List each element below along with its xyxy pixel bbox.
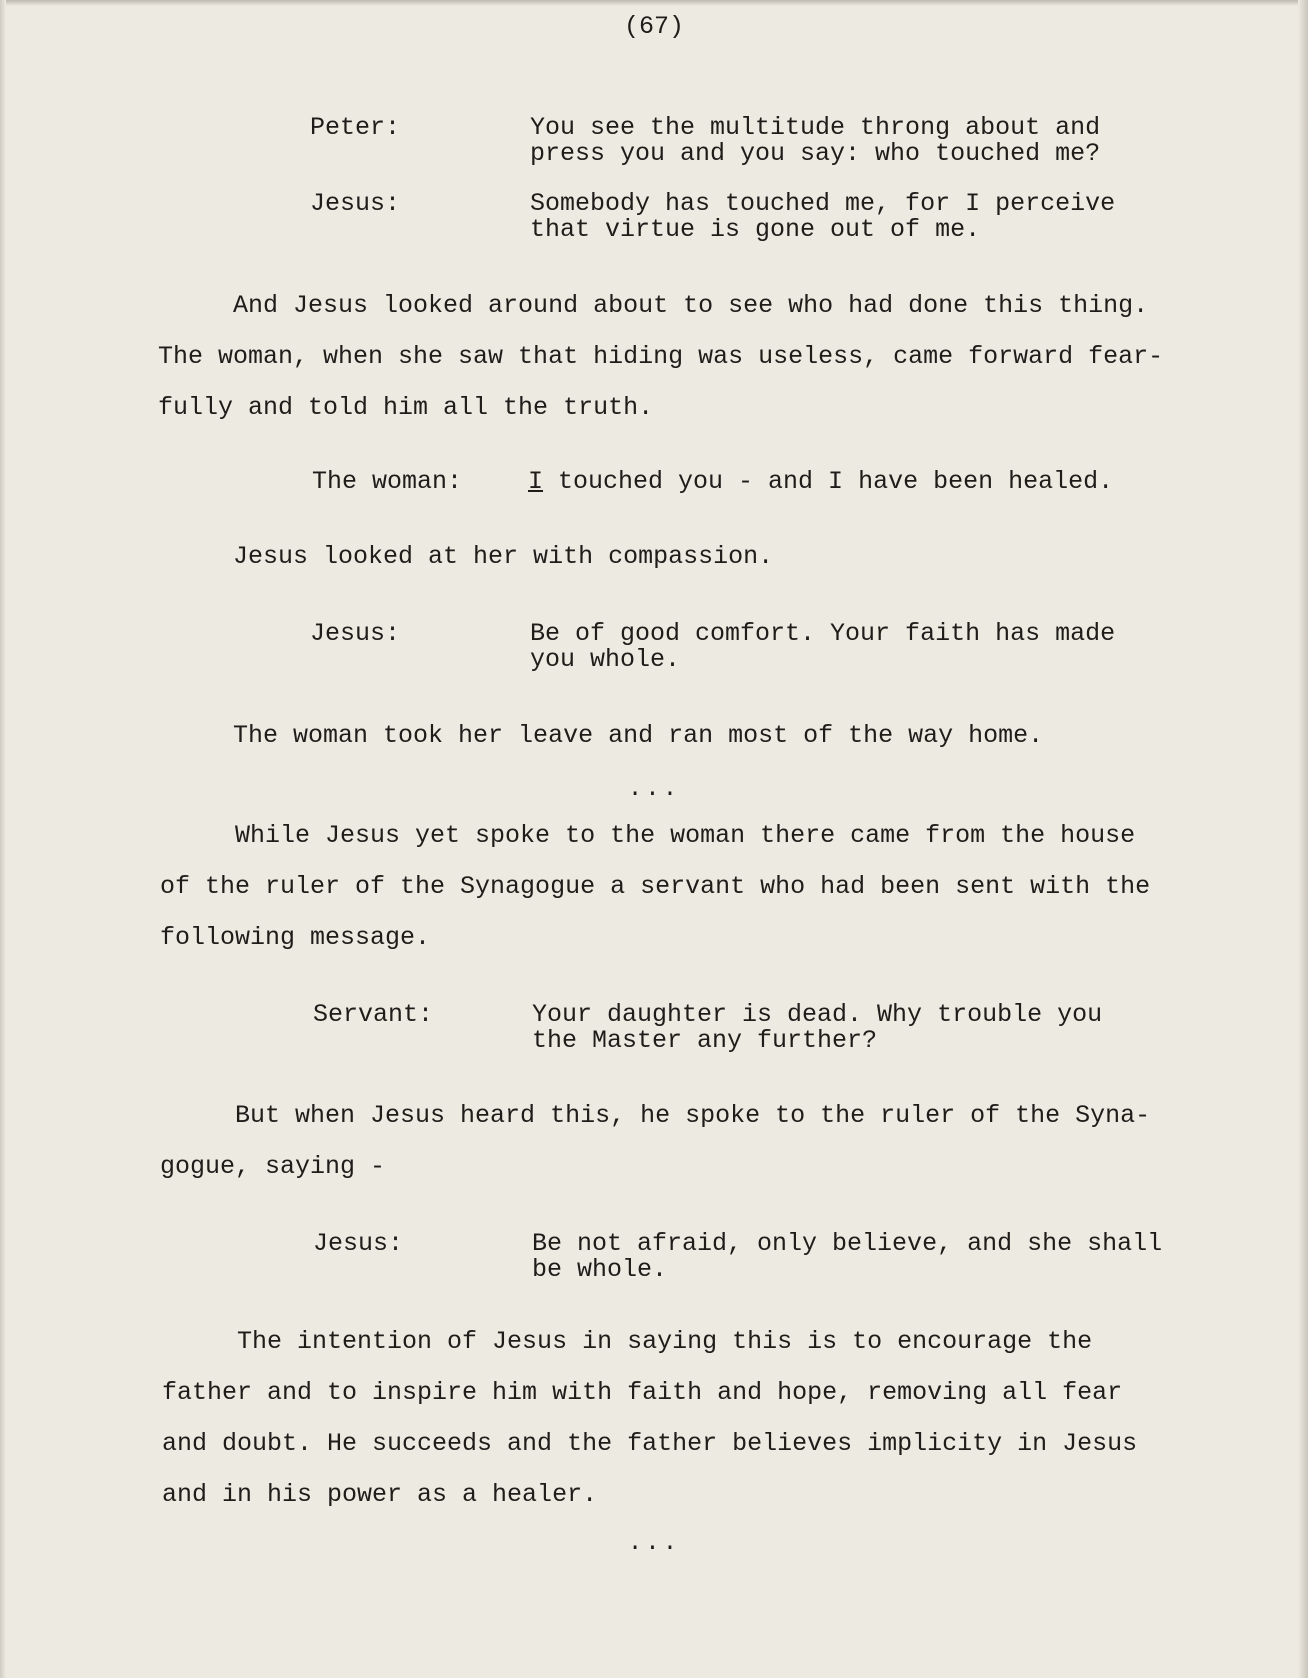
page-edge-right — [1298, 0, 1308, 1678]
narrative-paragraph: The intention of Jesus in saying this is to encourage the father and to inspire him with faith and hope, removing all fear and doubt. He succeeds and the father believes implicity in Jesus and in his power as a healer. — [162, 1327, 1138, 1509]
narrative-paragraph: And Jesus looked around about to see who had done this thing. The woman, when she saw that hiding was useless, came forward fear- fully and told him all the truth. — [158, 291, 1164, 422]
dialogue-speech: Your daughter is dead. Why trouble you the Master any further? — [532, 1000, 1103, 1055]
dialogue-speech: Be of good comfort. Your faith has made you whole. — [530, 619, 1116, 674]
emphasized-word: I — [528, 467, 544, 496]
dialogue-speaker: Peter: — [310, 113, 401, 142]
dialogue-speech: You see the multitude throng about and press you and you say: who touched me? — [530, 113, 1101, 168]
narrative-paragraph: The woman took her leave and ran most of the way home. — [158, 721, 1044, 750]
dialogue-speaker: The woman: — [312, 467, 463, 496]
dialogue-speaker: Jesus: — [313, 1229, 404, 1258]
narrative-paragraph: But when Jesus heard this, he spoke to the ruler of the Syna- gogue, saying - — [160, 1101, 1151, 1181]
dialogue-speech — [528, 469, 1113, 495]
page-edge-top — [0, 0, 1308, 6]
dialogue-speech: Be not afraid, only believe, and she shall be whole. — [532, 1229, 1163, 1284]
dialogue-speech: Somebody has touched me, for I perceive that virtue is gone out of me. — [530, 189, 1116, 244]
dialogue-speaker: Jesus: — [310, 619, 401, 648]
section-separator: ... — [627, 776, 681, 803]
page-number: (67) — [623, 12, 684, 41]
page-edge-left — [0, 0, 6, 1678]
dialogue-speaker: Servant: — [313, 1000, 434, 1029]
speech-text: touched you - and I have been healed. — [543, 467, 1114, 496]
section-separator: ... — [627, 1530, 681, 1557]
narrative-paragraph: Jesus looked at her with compassion. — [158, 542, 774, 571]
dialogue-speaker: Jesus: — [310, 189, 401, 218]
narrative-paragraph: While Jesus yet spoke to the woman there came from the house of the ruler of the Synagogue a servant who had been sent with the following message. — [160, 821, 1151, 952]
